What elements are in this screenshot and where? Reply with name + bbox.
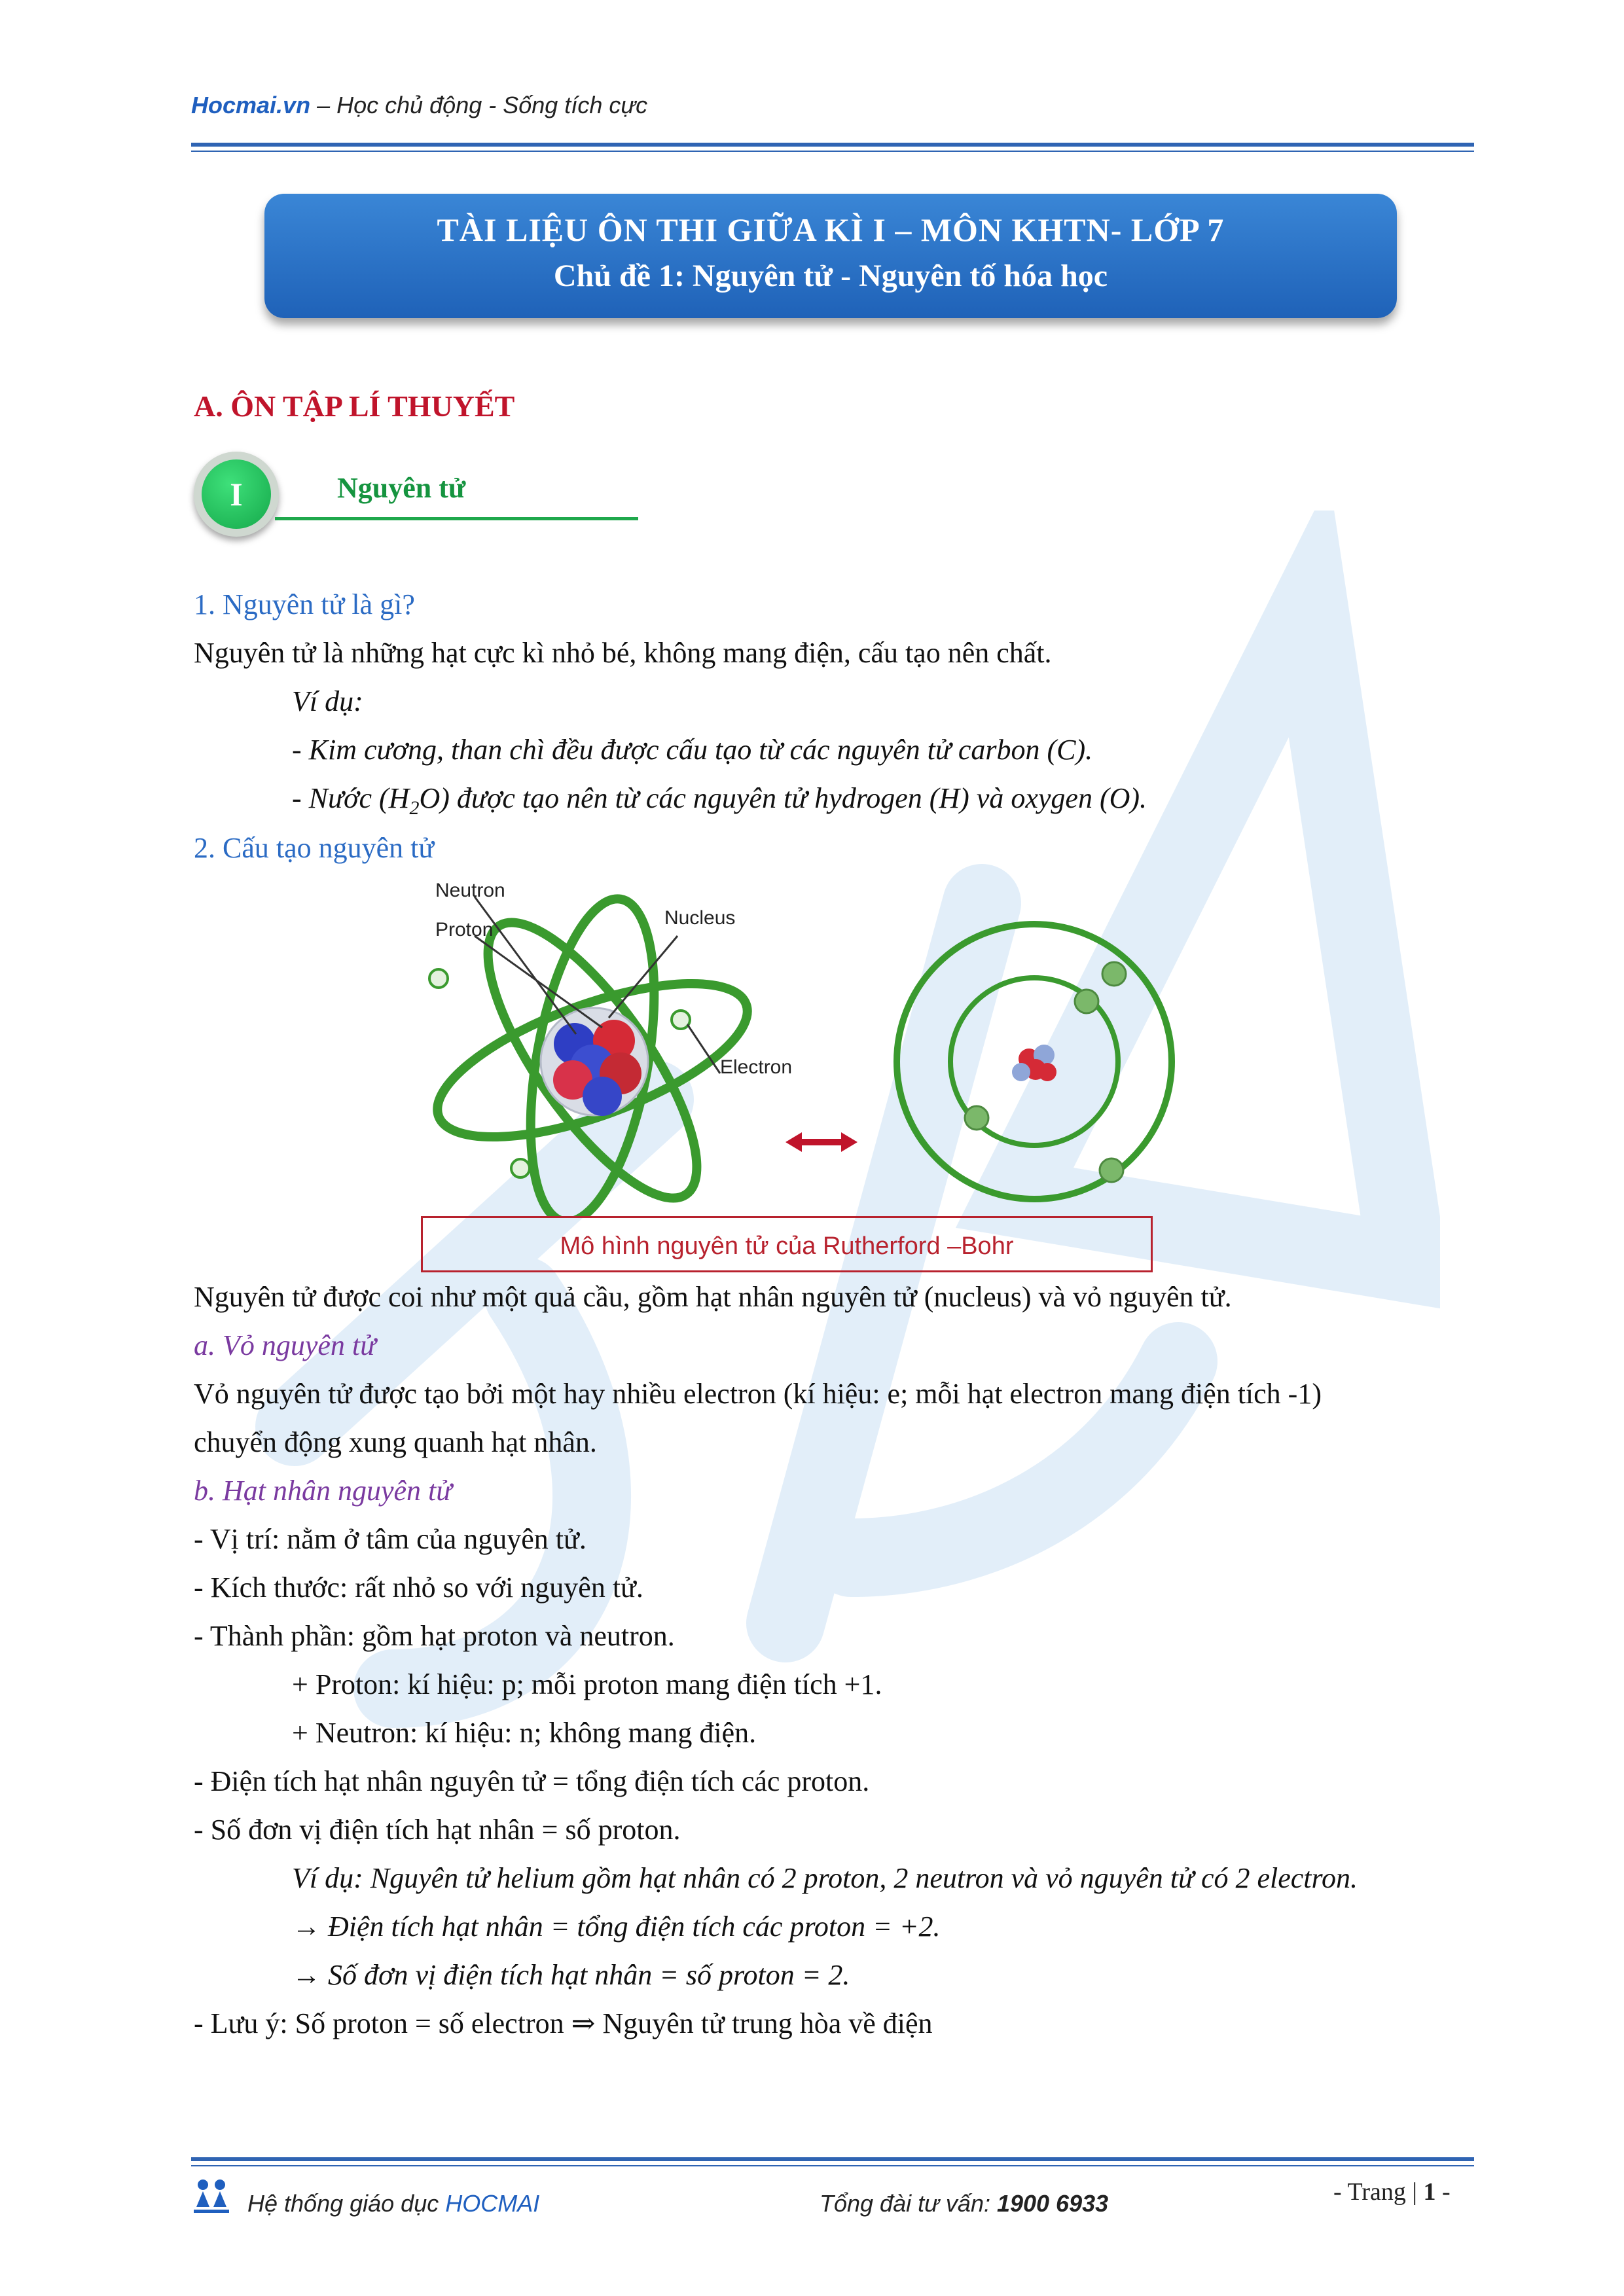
header-rule-thin	[191, 151, 1474, 152]
footer-system	[247, 2190, 539, 2217]
page-number	[1333, 2178, 1451, 2206]
q1-example-2-pre: - Nước (H	[292, 782, 410, 814]
example-line: Ví dụ: Nguyên tử helium gồm hạt nhân có 2 proton, 2 neutron và vỏ nguyên tử có 2 electron.	[292, 1862, 1358, 1894]
page-number-value: 1	[1423, 2178, 1436, 2206]
q2-a-heading: a. Vỏ nguyên tử	[194, 1329, 376, 1361]
list-subitem: + Neutron: kí hiệu: n; không mang điện.	[292, 1717, 757, 1749]
label-proton: Proton	[435, 919, 494, 941]
q1-heading: 1. Nguyên tử là gì?	[194, 588, 415, 620]
header-brand[interactable]: Hocmai.vn	[191, 92, 311, 118]
q1-example-2-post: O) được tạo nên từ các nguyên tử hydrogen (H) và oxygen (O).	[419, 782, 1147, 814]
q1-example-2-sub: 2	[409, 797, 420, 819]
page-label: - Trang |	[1333, 2178, 1424, 2206]
list-item: - Thành phần: gồm hạt proton và neutron.	[194, 1620, 675, 1652]
section-number: I	[202, 459, 271, 529]
hocmai-logo-icon	[191, 2174, 232, 2215]
label-nucleus: Nucleus	[664, 907, 736, 929]
header-rule	[191, 143, 1474, 147]
title-banner	[264, 194, 1397, 318]
list-subitem: + Proton: kí hiệu: p; mỗi proton mang điện tích +1.	[292, 1668, 882, 1700]
footer-hotline-number[interactable]: 1900 6933	[996, 2190, 1109, 2217]
note-line: - Lưu ý: Số proton = số electron ⇒ Nguyên tử trung hòa về điện	[194, 2007, 933, 2039]
list-item: - Kích thước: rất nhỏ so với nguyên tử.	[194, 1571, 643, 1604]
page-label-end: -	[1435, 2178, 1451, 2206]
footer-system-label: Hệ thống giáo dục	[247, 2190, 446, 2217]
bohr-atom	[897, 924, 1172, 1199]
figure-caption: Mô hình nguyên tử của Rutherford –Bohr	[421, 1216, 1153, 1272]
section-i-underline	[275, 517, 638, 520]
document-title: TÀI LIỆU ÔN THI GIỮA KÌ I – MÔN KHTN- LỚP 7	[437, 211, 1225, 248]
header-slogan: – Học chủ động - Sống tích cực	[310, 92, 648, 118]
footer-rule-thin	[191, 2165, 1474, 2166]
footer-rule	[191, 2157, 1474, 2161]
double-arrow-icon	[785, 1132, 857, 1152]
footer-hotline	[820, 2190, 1108, 2217]
footer-brand[interactable]: HOCMAI	[445, 2190, 540, 2217]
q1-example-1: - Kim cương, than chì đều được cấu tạo từ các nguyên tử carbon (C).	[292, 734, 1093, 766]
footer-hotline-label: Tổng đài tư vấn:	[820, 2190, 997, 2217]
q1-definition: Nguyên tử là những hạt cực kì nhỏ bé, không mang điện, cấu tạo nên chất.	[194, 637, 1052, 669]
q1-example-2	[292, 781, 1147, 825]
label-electron: Electron	[720, 1056, 793, 1078]
example-line: → Số đơn vị điện tích hạt nhân = số proton = 2.	[292, 1959, 850, 1991]
document-subtitle: Chủ đề 1: Nguyên tử - Nguyên tố hóa học	[553, 259, 1108, 293]
list-item: - Điện tích hạt nhân nguyên tử = tổng điện tích các proton.	[194, 1765, 870, 1797]
q2-intro: Nguyên tử được coi như một quả cầu, gồm hạt nhân nguyên tử (nucleus) và vỏ nguyên tử.	[194, 1281, 1232, 1313]
section-number-badge	[194, 452, 279, 537]
q2-b-heading: b. Hạt nhân nguyên tử	[194, 1475, 452, 1507]
list-item: - Vị trí: nằm ở tâm của nguyên tử.	[194, 1523, 586, 1555]
section-a-heading: A. ÔN TẬP LÍ THUYẾT	[194, 389, 515, 423]
section-i-title: Nguyên tử	[337, 472, 466, 504]
rutherford-atom	[420, 880, 792, 1217]
q1-example-label: Ví dụ:	[292, 685, 363, 717]
header-site	[191, 92, 647, 119]
q2-a-text-2: chuyển động xung quanh hạt nhân.	[194, 1426, 597, 1458]
atom-model-figure	[412, 877, 1198, 1217]
example-line: → Điện tích hạt nhân = tổng điện tích các proton = +2.	[292, 1910, 941, 1943]
q2-heading: 2. Cấu tạo nguyên tử	[194, 832, 435, 864]
label-neutron: Neutron	[435, 880, 505, 901]
q2-a-text-1: Vỏ nguyên tử được tạo bởi một hay nhiều electron (kí hiệu: e; mỗi hạt electron mang điện tích -1)	[194, 1378, 1322, 1410]
list-item: - Số đơn vị điện tích hạt nhân = số proton.	[194, 1814, 681, 1846]
